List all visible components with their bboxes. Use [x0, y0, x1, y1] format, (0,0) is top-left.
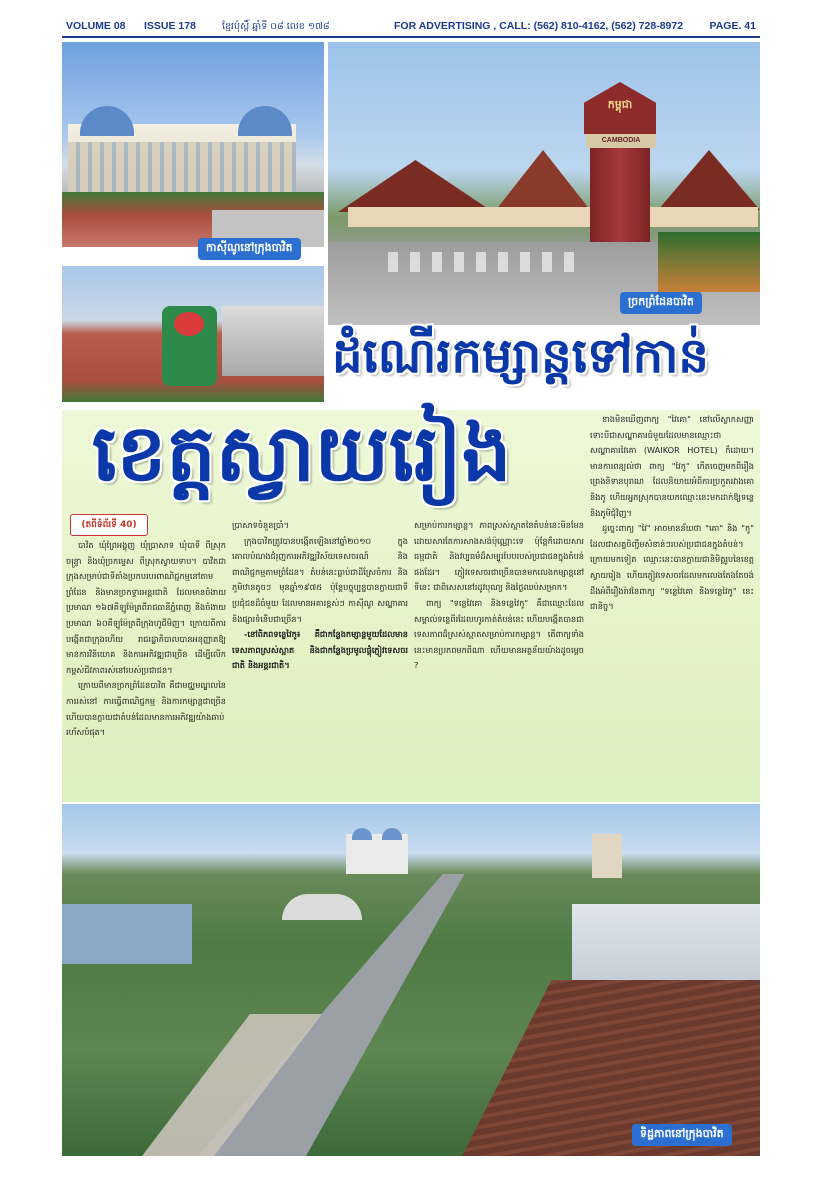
aerial-photo: [62, 804, 760, 1156]
column-2-paragraph: ក្រុងបាវិតត្រូវបានបង្កើតឡើងនៅឆ្នាំ២០១០ ក្នុងគោលបំណងជំរុញការអភិវឌ្ឍវិស័យទេសចរណ៍ និងពាណិជ្ជកម្មតាមព្រំដែន។ តំបន់នេះធ្លាប់ជាដីស្រែចំការ និងភូមិឋានតូចៗ មុនឆ្នាំ១៩៧៥ ប៉ុន្តែបច្ចុប្បន្នបានក្លាយជាទីប្រជុំជនដ៏ធំមួយ ដែលមានអគារខ្ពស់ៗ កាស៊ីណូ សណ្ឋាគារ និងផ្សារទំនើបជាច្រើន។: [232, 535, 408, 624]
column-2-subheading: -នៅពិភពទន្លេវៃកូ៖ គឺជាកន្លែងកម្សាន្តមួយដែលមានទេសភាពស្រស់ស្អាត និងជាកន្លែងប្រមូលផ្តុំភ្ញៀវទេសចរជាតិ និងអន្តរជាតិ។: [232, 629, 408, 671]
column-1-paragraph: បាវិត ឃុំព្រៃអង្គុញ ឃុំប្រាសាទ ឃុំបាទី ពីស្រុកចន្ទ្រា និងឃុំច្រកម្ទេស ពីស្រុកស្វាយទាប។ បាវិតជាក្រុងសម្រាប់ជាទីតាំងប្រកបរបរពាណិជ្ជកម្មនៅតាមព្រំដែន និងមានច្រកទ្វារអន្តរជាតិ ដែលមានចំងាយប្រមាណ ១៦៧គីឡូម៉ែត្រពីរាជធានីភ្នំពេញ និងចំងាយប្រមាណ ៦០គីឡូម៉ែត្រពីក្រុងហូជីមិញ។ ក្រោយពីការបង្កើតជាក្រុងហើយ រាជរដ្ឋាភិបាលបានអនុញ្ញាតឱ្យមានការវិនិយោគ និងការអភិវឌ្ឍជាច្រើន ដើម្បីលើកកម្ពស់ជីវភាពរស់នៅរបស់ប្រជាជន។: [66, 540, 226, 675]
article-column-2: [232, 518, 408, 798]
column-3-paragraph: ពាក្យ "ទន្លេវៃគោ និងទន្លេវៃកូ" គឺជាឈ្មោះដែលសម្គាល់ទន្លេពីរដែលហូរកាត់តំបន់នេះ ហើយបង្កើតបានជាទេសភាពដ៏ស្រស់ស្អាតសម្រាប់ការកម្សាន្ត។ តើពាក្យទាំងនេះមានប្រភពមកពីណា ហើយមានអត្ថន័យយ៉ាងដូចម្តេច ?: [414, 597, 584, 671]
advertising-info: FOR ADVERTISING , CALL: (562) 810-4162, (562) 728-8972: [394, 20, 684, 32]
column-4-paragraph: ដូច្នេះពាក្យ "វៃ" អាចមានន័យថា "គោ" និង "កូ" ដែលជាសត្វចិញ្ចឹមសំខាន់ៗរបស់ប្រជាជនក្នុងតំបន់។ ក្រោយមកទៀត ឈ្មោះនេះបានក្លាយជានិមិត្តរូបនៃខេត្តស្វាយរៀង ហើយភ្ញៀវទេសចរដែលមកលេងតែងតែចង់ដឹងអំពីរឿងរ៉ាវនៃពាក្យ "ទន្លេវៃគោ និងទន្លេវៃកូ" នេះជានិច្ច។: [590, 523, 754, 612]
continued-badge: (តពីទំព័រទី 40): [70, 514, 148, 536]
casino-caption: កាស៊ីណូនៅក្រុងបាវិត: [198, 238, 301, 260]
issue-label: ISSUE 178: [144, 20, 196, 32]
page-number: PAGE. 41: [709, 20, 756, 32]
article-column-3: [414, 518, 584, 798]
volume-label: VOLUME 08: [66, 20, 126, 32]
casino-photo: [62, 42, 324, 254]
title-line-1: ដំណើរកម្សាន្តទៅកាន់: [332, 328, 709, 384]
article-column-1: [66, 538, 226, 798]
column-4-paragraph: ខាងមិនឃើញពាក្យ "វៃគោ" នៅលើស្លាកសញ្ញា ទោះបីជាសណ្ឋាគារធំមួយដែលមានឈ្មោះថា សណ្ឋាគារវៃគោ (WAIKOR HOTEL) ក៏ដោយ។ មានការពន្យល់ថា ពាក្យ "វៃកូ" កើតចេញមកពីរឿងព្រេងនិទានបុរាណ ដែលនិយាយអំពីការប្រកួតរវាងគោ និងកូ ហើយអ្នកស្រុកបានយកឈ្មោះនេះមកដាក់ឱ្យទន្លេ និងភូមិជុំវិញ។: [590, 414, 754, 518]
column-2-paragraph: ប្រាសាទចំនួនប្រាំ។: [232, 520, 290, 530]
sign-khmer: កម្ពុជា: [607, 98, 633, 111]
border-gate-caption: ច្រកព្រំដែនបាវិត: [620, 292, 702, 314]
title-line-2: ខេត្តស្វាយរៀង: [92, 409, 512, 499]
page-header: [62, 18, 760, 38]
khmer-issue-label: ខ្មែរប៉ុស្តិ៍ ឆ្នាំទី ០៨ លេខ ១៧៨: [222, 21, 330, 32]
aerial-caption: ទិដ្ឋភាពនៅក្រុងបាវិត: [632, 1124, 732, 1146]
column-3-paragraph: សម្រាប់ការកម្សាន្ត។ ភាពស្រស់ស្អាតនៃតំបន់នេះមិនមែនដោយសារតែការសាងសង់ប៉ុណ្ណោះទេ ប៉ុន្តែក៏ដោយសារធម្មជាតិ និងវប្បធម៌ដ៏សម្បូរបែបរបស់ប្រជាជនក្នុងតំបន់ផងដែរ។ ភ្ញៀវទេសចរជាច្រើនបានមកលេងកម្សាន្តនៅទីនេះ ជាពិសេសនៅរដូវបុណ្យ និងថ្ងៃឈប់សម្រាក។: [414, 520, 584, 593]
column-1-paragraph: ក្រោយពីមានច្រកព្រំដែនបាវិត គឺជាមជ្ឈមណ្ឌលនៃការរស់នៅ ការធ្វើពាណិជ្ជកម្ម និងការកម្សាន្តជាច្រើន ហើយបានក្លាយជាតំបន់ដែលមានការអភិវឌ្ឍយ៉ាងឆាប់រហ័សបំផុត។: [66, 680, 226, 738]
casino-small-photo: [62, 266, 324, 402]
sign-latin: CAMBODIA: [586, 134, 656, 148]
border-gate-photo: [328, 42, 760, 325]
article-column-4: [590, 412, 754, 698]
